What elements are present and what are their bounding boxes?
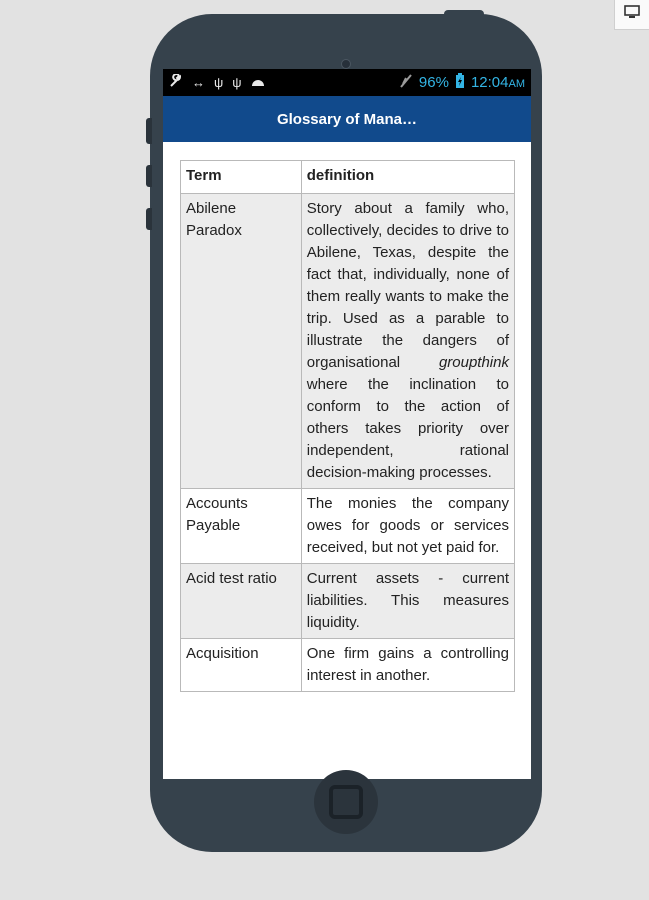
column-header-term: Term — [181, 161, 302, 194]
table-row — [181, 639, 515, 692]
definition-cell — [301, 489, 514, 564]
battery-percent: 96% — [418, 74, 449, 91]
phone-volume-down-button — [146, 208, 152, 230]
definition-cell — [301, 194, 514, 489]
front-camera — [341, 59, 351, 69]
usb-icon: ψ — [232, 75, 242, 90]
glossary-table — [180, 160, 515, 692]
usb-icon: ψ — [214, 75, 224, 90]
usb-debug-icon: ↔ — [192, 75, 205, 90]
definition-text: where the inclination to conform to the action of others takes priority over independent, rational decision-making processes. — [306, 376, 509, 481]
phone-screen — [163, 69, 531, 779]
table-row — [181, 194, 515, 489]
table-row — [181, 564, 515, 639]
app-bar — [163, 96, 531, 142]
phone-side-button — [146, 118, 152, 144]
battery-charging-icon — [455, 73, 465, 93]
term-cell: Acid test ratio — [181, 564, 302, 639]
term-cell: Accounts Payable — [181, 489, 302, 564]
term-cell: Abilene Paradox — [181, 194, 302, 489]
definition-text: Current assets - current liabilities. This measures liquidity. — [306, 570, 509, 631]
column-header-definition: definition — [301, 161, 514, 194]
home-button[interactable] — [314, 770, 378, 834]
definition-text: The monies the company owes for goods or services received, but not yet paid for. — [306, 495, 509, 556]
phone-volume-up-button — [146, 165, 152, 187]
definition-text: One firm gains a controlling interest in another. — [306, 645, 509, 684]
definition-text: Story about a family who, collectively, decides to drive to Abilene, Texas, despite the fact that, individually, none of them really wants to make the trip. Used as a parable to illustrate the dangers of organisational — [306, 200, 509, 371]
definition-cell — [301, 639, 514, 692]
status-bar — [163, 69, 531, 96]
signal-icon — [399, 74, 413, 92]
wrench-icon — [169, 74, 183, 91]
home-square-icon — [329, 785, 363, 819]
table-row — [181, 489, 515, 564]
monitor-icon — [624, 5, 640, 24]
desktop-view-button[interactable] — [614, 0, 649, 30]
app-title: Glossary of Mana… — [276, 110, 418, 128]
definition-emphasis: groupthink — [438, 354, 509, 371]
clock-ampm: AM — [508, 78, 525, 90]
table-header-row — [181, 161, 515, 194]
term-cell: Acquisition — [181, 639, 302, 692]
glossary-content[interactable] — [163, 142, 531, 779]
definition-cell — [301, 564, 514, 639]
android-icon — [251, 75, 265, 90]
clock — [471, 74, 525, 91]
clock-time: 12:04 — [470, 74, 509, 91]
